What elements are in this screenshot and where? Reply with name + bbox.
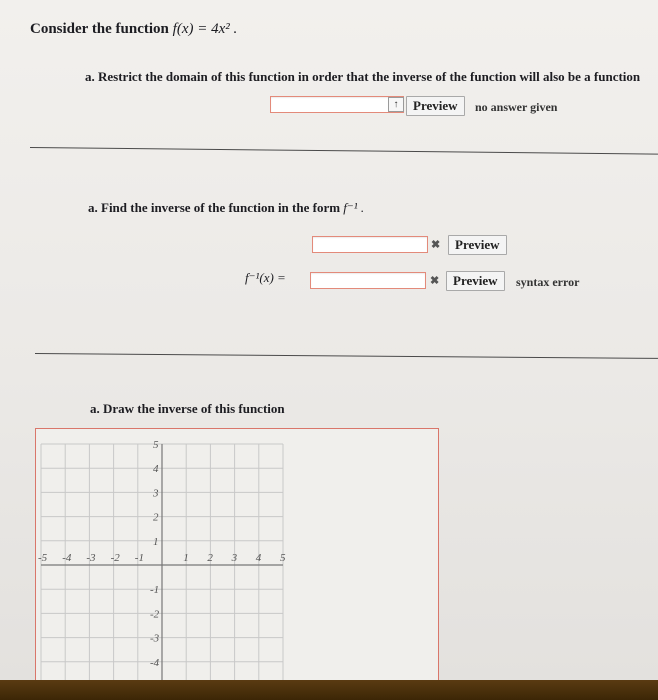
answer-dropdown-arrow-icon[interactable]: ↑: [388, 97, 404, 112]
inverse-answer-field-2[interactable]: [310, 272, 426, 289]
restrict-domain-question: a. Restrict the domain of this function in order that the inverse of the function will also be a function: [85, 69, 641, 84]
inverse-answer-status: syntax error: [516, 275, 580, 289]
x-tick-label: -3: [86, 552, 96, 564]
section-divider: [35, 353, 658, 359]
y-tick-label: 1: [153, 535, 159, 548]
preview-button-inverse-2[interactable]: Preview: [446, 271, 505, 291]
x-tick-label: -5: [38, 552, 48, 564]
y-tick-label: -1: [150, 584, 160, 597]
inverse-notation: f⁻¹ .: [343, 200, 365, 215]
find-inverse-text: a. Find the inverse of the function in the form: [88, 200, 344, 215]
x-tick-label: 5: [280, 552, 286, 564]
domain-answer-status: no answer given: [475, 100, 558, 114]
page-title: [30, 21, 237, 38]
x-tick-label: -4: [62, 552, 72, 564]
preview-button-domain[interactable]: Preview: [406, 96, 465, 116]
y-tick-label: 3: [153, 487, 159, 500]
x-tick-label: 1: [183, 552, 189, 564]
x-tick-label: 3: [231, 552, 238, 564]
section-divider: [30, 147, 658, 155]
incorrect-mark-icon: ✖: [431, 239, 441, 251]
find-inverse-question: [88, 200, 364, 216]
incorrect-mark-icon: ✖: [430, 275, 440, 287]
y-tick-label: -4: [150, 656, 160, 669]
y-tick-label: 5: [153, 439, 159, 451]
graph-canvas[interactable]: [35, 428, 439, 681]
x-tick-label: -2: [110, 552, 120, 564]
desk-background: [0, 680, 658, 700]
y-tick-label: -3: [150, 632, 160, 645]
y-tick-label: -2: [150, 608, 160, 621]
x-tick-label: -1: [134, 552, 144, 564]
title-text: Consider the function: [30, 21, 173, 37]
inverse-answer-field-1[interactable]: [312, 236, 428, 253]
x-tick-label: 4: [255, 552, 262, 564]
y-tick-label: 2: [153, 511, 159, 524]
graph-svg[interactable]: [36, 429, 438, 681]
inverse-equation-label: f⁻¹(x) =: [245, 270, 286, 285]
inverse-answer-input-2[interactable]: [311, 275, 425, 290]
draw-inverse-question: a. Draw the inverse of this function: [90, 401, 285, 416]
x-tick-label: 2: [207, 552, 213, 564]
function-expression: f(x) = 4x² .: [172, 21, 238, 37]
inverse-answer-input-1[interactable]: [313, 239, 427, 254]
domain-answer-field[interactable]: [270, 96, 404, 113]
domain-answer-input[interactable]: [271, 99, 403, 114]
preview-button-inverse-1[interactable]: Preview: [448, 235, 507, 255]
y-tick-label: 4: [153, 463, 159, 476]
